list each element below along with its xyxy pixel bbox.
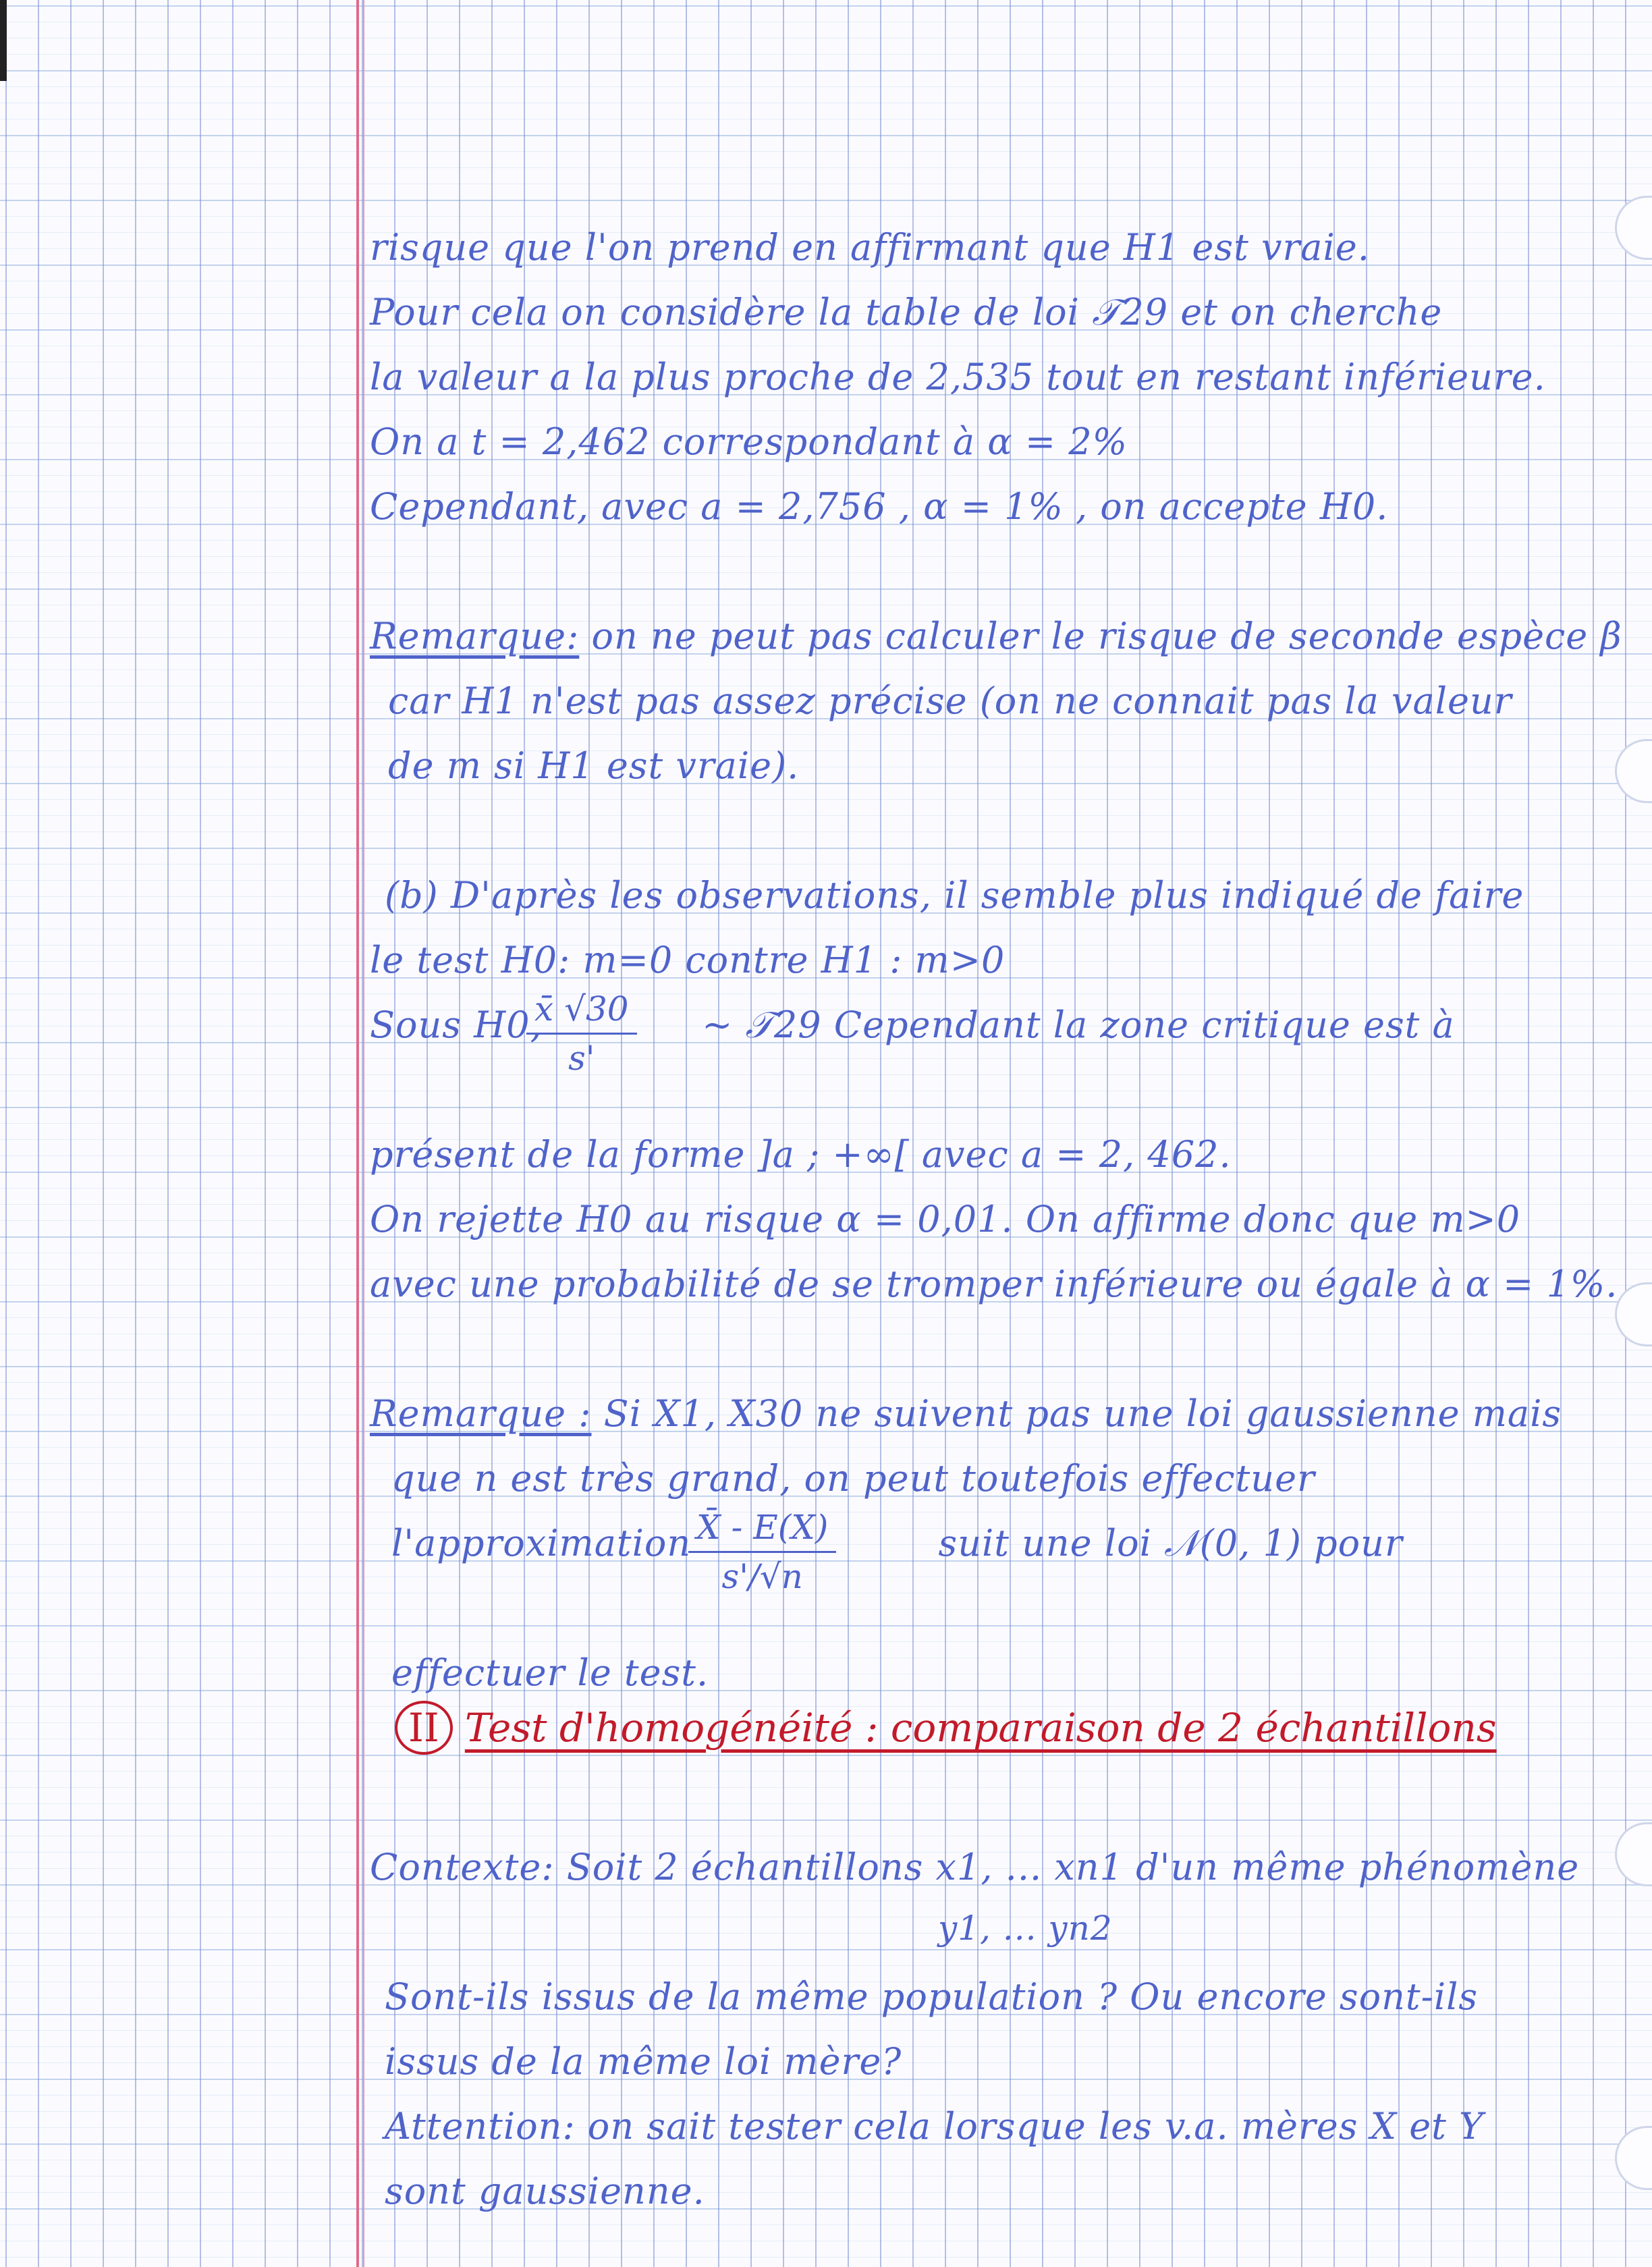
text-line: (b) D'après les observations, il semble plus indiqué de faire [385, 874, 1524, 917]
text-line: Pour cela on considère la table de loi 𝒯29 et on cherche [370, 291, 1443, 333]
text-line: risque que l'on prend en affirmant que H1 est vraie. [370, 226, 1370, 269]
binder-hole [1615, 2126, 1652, 2190]
text-line: sont gaussienne. [385, 2170, 705, 2212]
fraction [526, 989, 637, 1078]
margin-line-secondary [363, 0, 364, 2267]
text-line [391, 1522, 1403, 1564]
remark-line [370, 615, 1622, 657]
text-line: Sont-ils issus de la même population ? Ou encore sont-ils [385, 1975, 1479, 2018]
text-line: On a t = 2,462 correspondant à α = 2% [370, 420, 1128, 463]
text-line: On rejette H0 au risque α = 0,01. On affirme donc que m>0 [370, 1198, 1521, 1240]
binder-hole [1615, 739, 1652, 803]
section-number: II [395, 1701, 453, 1755]
margin-line [356, 0, 359, 2267]
text-line: avec une probabilité de se tromper inférieure ou égale à α = 1%. [370, 1263, 1618, 1305]
text-line: Cependant, avec a = 2,756 , α = 1% , on accepte H0. [370, 485, 1389, 528]
binder-hole [1615, 1282, 1652, 1346]
remark-label: Remarque: [370, 615, 580, 657]
fraction-numerator: X̄ - E(X) [688, 1508, 836, 1553]
text-fragment: l'approximation [391, 1522, 692, 1564]
text-line: Contexte: Soit 2 échantillons x1, ... xn1 d'un même phénomène [370, 1846, 1580, 1888]
binder-hole [1615, 196, 1652, 260]
text-line: effectuer le test. [391, 1651, 709, 1694]
page-edge [0, 0, 7, 81]
remark-text: on ne peut pas calculer le risque de seconde espèce β [579, 615, 1622, 657]
text-line: Attention: on sait tester cela lorsque les v.a. mères X et Y [385, 2105, 1484, 2148]
fraction-denominator: s'/√n [721, 1557, 803, 1596]
section-title-text: Test d'homogénéité : comparaison de 2 échantillons [464, 1705, 1497, 1751]
binder-hole [1615, 1822, 1652, 1886]
text-line: la valeur a la plus proche de 2,535 tout en restant inférieure. [370, 356, 1546, 398]
remark-label: Remarque : [370, 1392, 592, 1435]
fraction-numerator: x̄ √30 [526, 989, 637, 1035]
text-fragment: Sous H0, [370, 1004, 543, 1046]
remark-text: Si X1, X30 ne suivent pas une loi gaussienne mais [591, 1392, 1562, 1435]
text-line: y1, ... yn2 [938, 1909, 1113, 1948]
text-line: de m si H1 est vraie). [388, 744, 800, 787]
fraction-denominator: s' [568, 1039, 595, 1078]
text-line: le test H0: m=0 contre H1 : m>0 [370, 939, 1006, 981]
text-line: que n est très grand, on peut toutefois effectuer [391, 1457, 1315, 1500]
text-line: présent de la forme ]a ; +∞[ avec a = 2, 462. [370, 1133, 1232, 1176]
text-line: issus de la même loi mère? [385, 2040, 902, 2083]
fraction [688, 1508, 836, 1596]
text-fragment: suit une loi 𝒩(0, 1) pour [938, 1522, 1403, 1564]
section-title [395, 1701, 1497, 1755]
remark-line [370, 1392, 1562, 1435]
text-fragment: ∼ 𝒯29 Cependant la zone critique est à [702, 1004, 1455, 1046]
text-line: car H1 n'est pas assez précise (on ne connait pas la valeur [388, 680, 1512, 722]
